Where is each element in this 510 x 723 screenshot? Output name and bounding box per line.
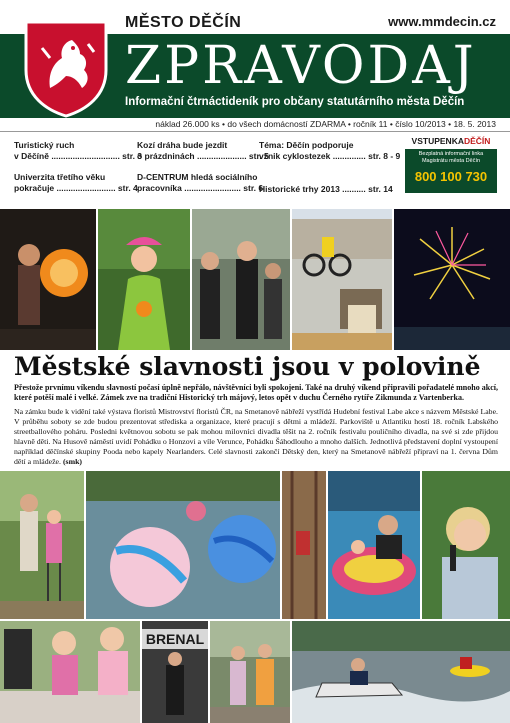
- band-photo: [192, 209, 290, 350]
- teaser-item[interactable]: [14, 140, 143, 162]
- article-body: [14, 407, 498, 467]
- teaser-item[interactable]: [259, 184, 393, 195]
- lantern-photo: [0, 209, 96, 350]
- jetski-photo: [292, 621, 510, 723]
- teaser-page: o prázdninách ..................... str. 5: [137, 151, 269, 161]
- teaser-title: D-CENTRUM hledá sociálního: [137, 172, 258, 182]
- stilts-photo: [0, 471, 84, 619]
- info-line-box: [405, 136, 497, 196]
- article-headline: Městské slavnosti jsou v polovině: [14, 352, 481, 381]
- teaser-title: Univerzita třetího věku: [14, 172, 106, 182]
- teaser-title: Téma: Děčín podporuje: [259, 140, 354, 150]
- teaser-page: pokračuje ......................... str. 4: [14, 183, 138, 193]
- clown-photo: [98, 209, 190, 350]
- newspaper-title: ZPRAVODAJ: [125, 36, 477, 96]
- water-balls-photo: [86, 471, 280, 619]
- inflatable-boat-photo: [328, 471, 420, 619]
- teaser-title: Kozí dráha bude jezdit: [137, 140, 228, 150]
- teaser-page: pracovníka ........................ str. 6: [137, 183, 264, 193]
- city-crest-icon: [20, 18, 112, 118]
- issue-info-bar: [0, 118, 510, 132]
- kids-photo: [0, 621, 140, 723]
- website-link[interactable]: www.mmdecin.cz: [388, 14, 496, 29]
- stage-photo: [142, 621, 208, 723]
- teaser-page: vznik cyklostezek .............. str. 8 - 9: [259, 151, 401, 161]
- article-signature: (smk): [62, 457, 82, 466]
- city-name: MĚSTO DĚČÍN: [125, 14, 242, 31]
- hotline-label: Bezplatná informační linka: [418, 151, 484, 157]
- bottom-photo-grid: [0, 471, 510, 723]
- teaser-item[interactable]: [259, 140, 401, 162]
- cyclist-photo: [292, 209, 392, 350]
- performers-photo: [210, 621, 290, 723]
- fireworks-photo: [394, 209, 510, 350]
- teaser-item[interactable]: [14, 172, 136, 194]
- teaser-item[interactable]: [137, 140, 269, 162]
- teaser-title: Turistický ruch: [14, 140, 75, 150]
- issue-info: náklad 26.000 ks • do všech domácností ZDARMA • ročník 11 • číslo 10/2013 • 18. 5. 2013: [155, 119, 496, 129]
- hotline-panel: [405, 149, 497, 193]
- article-body-text: Na zámku bude k vidění také výstava floristů Mistrovství floristů ČR, na Smetanově nábřeží vystřídá Hudební festival Labe akce s názvem Městské Labe. V průběhu soboty se zde budou prezentovat střediska a organizace, které pracují s dětmi a mládeží. Parkoviště u Atlantiku hostí 18. ročník Labského streetballového poháru. Posledni květnovou sobotu se pak mohou milovníci divadla těšit na 2. ročník festivalu pouličního divadla, na své si zde přijdou hlavně děti. Na Husově náměstí uvidí Pohádku o Honzovi a víle Verunce, Pohádku Šáhodlouho a mnoho dalších. Jednotlivá představení doplní vystoupení například děčínské skupiny Pooda nebo kapely Nearlanders. Celé slavnosti zakončí Dětský den, který na Smetanově nábřeží připraví na 1. června Dům dětí a mládeže.: [14, 407, 498, 466]
- masthead-header: [0, 0, 510, 118]
- hotline-phone[interactable]: 800 100 730: [414, 169, 488, 184]
- teaser-item[interactable]: [137, 172, 264, 194]
- climbing-photo: [282, 471, 326, 619]
- vstupenka-brand: VSTUPENKADĚČÍN: [411, 136, 491, 146]
- stage-banner-text: BRENAL: [145, 631, 205, 647]
- article-lede: Přestože prvnímu víkendu slavností počasí úplně nepřálo, návštěvníci byli spokojeni. Také na druhý víkend připravili pořadatelé mnoho akcí, které potěší malé i velké. Zámek zve na tradiční Historický trh májový, letos opět v duchu Černého rytíře Zikmunda z Vartenberka.: [14, 383, 498, 402]
- hotline-label-2: Magistrátu města Děčín: [421, 158, 481, 164]
- singer-photo: [422, 471, 510, 619]
- teaser-title: Historické trhy 2013 .......... str. 14: [259, 184, 393, 194]
- teaser-page: v Děčíně ............................. str. 3: [14, 151, 143, 161]
- top-photo-strip: [0, 209, 510, 350]
- tagline: Informační čtrnáctideník pro občany statutárního města Děčín: [125, 96, 465, 108]
